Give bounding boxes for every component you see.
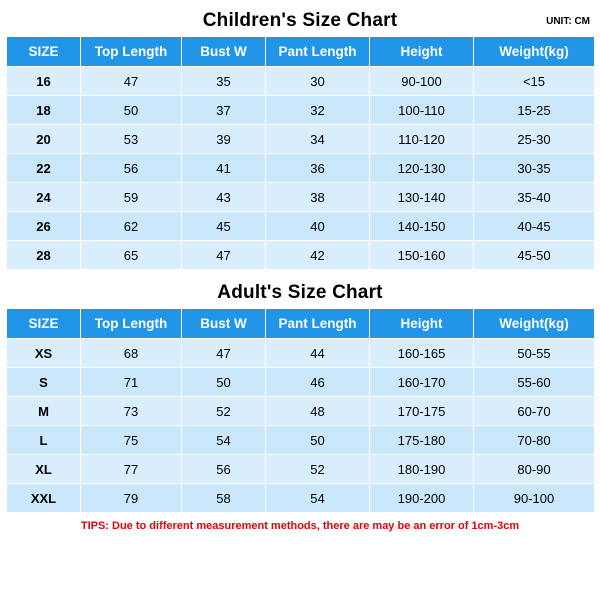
cell-top-length: 50 (81, 96, 182, 125)
cell-pant-length: 34 (266, 125, 370, 154)
table-row (7, 455, 595, 484)
cell-size: L (7, 426, 81, 455)
table-row (7, 212, 595, 241)
children-table (6, 36, 595, 270)
cell-size: 26 (7, 212, 81, 241)
table-row (7, 96, 595, 125)
cell-pant-length: 42 (266, 241, 370, 270)
cell-bust-w: 54 (182, 426, 266, 455)
cell-height: 160-165 (370, 339, 474, 368)
table-row (7, 154, 595, 183)
cell-bust-w: 56 (182, 455, 266, 484)
cell-size: 22 (7, 154, 81, 183)
column-header-bust-w: Bust W (182, 309, 266, 339)
adults-table-header-row (7, 309, 595, 339)
table-row (7, 339, 595, 368)
cell-top-length: 71 (81, 368, 182, 397)
adults-size-chart (6, 278, 594, 513)
cell-weight: <15 (474, 67, 595, 96)
column-header-height: Height (370, 37, 474, 67)
cell-bust-w: 35 (182, 67, 266, 96)
cell-size: 16 (7, 67, 81, 96)
cell-pant-length: 36 (266, 154, 370, 183)
cell-top-length: 65 (81, 241, 182, 270)
cell-height: 120-130 (370, 154, 474, 183)
cell-bust-w: 39 (182, 125, 266, 154)
column-header-size: SIZE (7, 309, 81, 339)
column-header-top-length: Top Length (81, 37, 182, 67)
tips-note: TIPS: Due to different measurement methods, there are may be an error of 1cm-3cm (80, 520, 520, 532)
table-row (7, 67, 595, 96)
cell-pant-length: 50 (266, 426, 370, 455)
table-row (7, 484, 595, 513)
cell-top-length: 47 (81, 67, 182, 96)
cell-top-length: 59 (81, 183, 182, 212)
cell-height: 170-175 (370, 397, 474, 426)
cell-pant-length: 30 (266, 67, 370, 96)
cell-pant-length: 38 (266, 183, 370, 212)
column-header-pant-length: Pant Length (266, 37, 370, 67)
table-row (7, 397, 595, 426)
cell-bust-w: 47 (182, 339, 266, 368)
cell-weight: 50-55 (474, 339, 595, 368)
cell-bust-w: 58 (182, 484, 266, 513)
cell-weight: 60-70 (474, 397, 595, 426)
cell-pant-length: 54 (266, 484, 370, 513)
column-header-pant-length: Pant Length (266, 309, 370, 339)
cell-top-length: 73 (81, 397, 182, 426)
cell-top-length: 68 (81, 339, 182, 368)
cell-bust-w: 47 (182, 241, 266, 270)
column-header-size: SIZE (7, 37, 81, 67)
cell-pant-length: 52 (266, 455, 370, 484)
table-row (7, 125, 595, 154)
column-header-height: Height (370, 309, 474, 339)
cell-size: S (7, 368, 81, 397)
cell-bust-w: 50 (182, 368, 266, 397)
cell-weight: 55-60 (474, 368, 595, 397)
cell-pant-length: 40 (266, 212, 370, 241)
cell-height: 110-120 (370, 125, 474, 154)
cell-weight: 35-40 (474, 183, 595, 212)
cell-weight: 25-30 (474, 125, 595, 154)
cell-height: 175-180 (370, 426, 474, 455)
cell-height: 100-110 (370, 96, 474, 125)
children-chart-title: Children's Size Chart (202, 10, 398, 31)
cell-top-length: 79 (81, 484, 182, 513)
cell-height: 180-190 (370, 455, 474, 484)
cell-top-length: 62 (81, 212, 182, 241)
cell-pant-length: 48 (266, 397, 370, 426)
cell-top-length: 53 (81, 125, 182, 154)
cell-size: 20 (7, 125, 81, 154)
children-size-chart (6, 6, 594, 270)
cell-weight: 15-25 (474, 96, 595, 125)
cell-weight: 45-50 (474, 241, 595, 270)
cell-size: XS (7, 339, 81, 368)
children-table-header-row (7, 37, 595, 67)
column-header-top-length: Top Length (81, 309, 182, 339)
cell-top-length: 75 (81, 426, 182, 455)
column-header-weight: Weight(kg) (474, 309, 595, 339)
cell-pant-length: 32 (266, 96, 370, 125)
cell-size: XL (7, 455, 81, 484)
adults-table (6, 308, 595, 513)
cell-bust-w: 52 (182, 397, 266, 426)
cell-bust-w: 41 (182, 154, 266, 183)
table-row (7, 368, 595, 397)
cell-height: 130-140 (370, 183, 474, 212)
cell-top-length: 56 (81, 154, 182, 183)
cell-height: 140-150 (370, 212, 474, 241)
cell-height: 190-200 (370, 484, 474, 513)
cell-height: 90-100 (370, 67, 474, 96)
cell-bust-w: 45 (182, 212, 266, 241)
table-row (7, 426, 595, 455)
cell-weight: 40-45 (474, 212, 595, 241)
cell-weight: 70-80 (474, 426, 595, 455)
cell-weight: 90-100 (474, 484, 595, 513)
cell-pant-length: 44 (266, 339, 370, 368)
cell-weight: 30-35 (474, 154, 595, 183)
cell-size: M (7, 397, 81, 426)
column-header-bust-w: Bust W (182, 37, 266, 67)
cell-pant-length: 46 (266, 368, 370, 397)
cell-height: 160-170 (370, 368, 474, 397)
cell-size: 28 (7, 241, 81, 270)
column-header-weight: Weight(kg) (474, 37, 595, 67)
adults-chart-title: Adult's Size Chart (217, 282, 383, 303)
cell-size: 18 (7, 96, 81, 125)
cell-bust-w: 43 (182, 183, 266, 212)
children-title-row (6, 6, 594, 36)
table-row (7, 241, 595, 270)
cell-height: 150-160 (370, 241, 474, 270)
unit-label: UNIT: CM (546, 16, 590, 27)
cell-weight: 80-90 (474, 455, 595, 484)
adults-title-row (6, 278, 594, 308)
cell-top-length: 77 (81, 455, 182, 484)
cell-bust-w: 37 (182, 96, 266, 125)
cell-size: 24 (7, 183, 81, 212)
cell-size: XXL (7, 484, 81, 513)
section-divider (6, 270, 594, 278)
table-row (7, 183, 595, 212)
